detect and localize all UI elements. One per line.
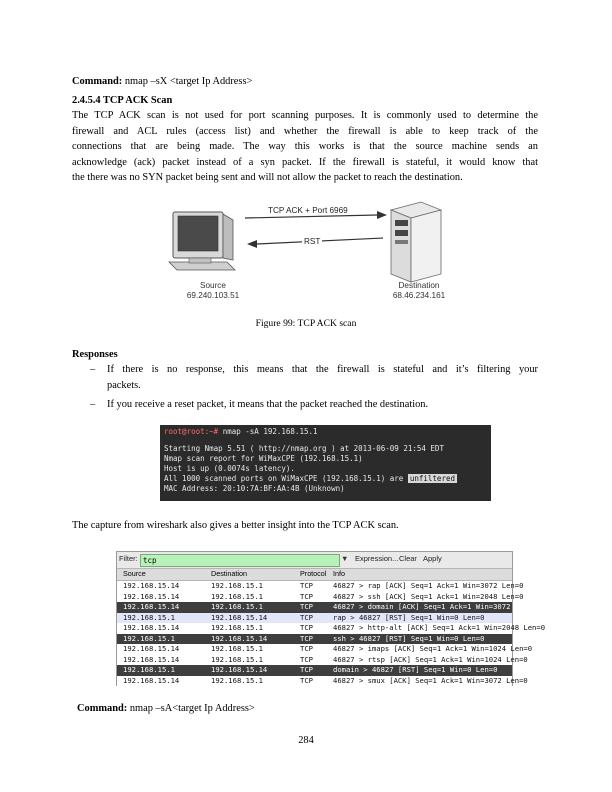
terminal-line: Nmap scan report for WiMaxCPE (192.168.15.1)	[164, 454, 363, 463]
source-caption	[183, 281, 243, 301]
terminal-screenshot	[160, 425, 491, 501]
protocol-cell: TCP	[300, 675, 313, 685]
protocol-cell: TCP	[300, 581, 313, 590]
clear-button[interactable]: Clear	[399, 554, 417, 563]
info-cell: domain > 46827 [RST] Seq=1 Win=0 Len=0	[333, 665, 498, 674]
source-cell: 192.168.15.14	[123, 602, 180, 611]
source-cell: 192.168.15.14	[123, 675, 180, 685]
apply-button[interactable]: Apply	[423, 554, 442, 563]
info-cell: 46827 > domain [ACK] Seq=1 Ack=1 Win=3072 Len=0	[333, 602, 537, 611]
protocol-cell: TCP	[300, 633, 313, 643]
protocol-cell: TCP	[300, 644, 313, 653]
figure-caption: Figure 99: TCP ACK scan	[255, 318, 357, 329]
destination-caption	[384, 281, 454, 301]
column-header-protocol[interactable]: Protocol	[300, 569, 327, 578]
info-cell: 46827 > http-alt [ACK] Seq=1 Ack=1 Win=2048 Len=0	[333, 623, 546, 632]
protocol-cell: TCP	[300, 654, 313, 664]
table-row[interactable]	[117, 613, 512, 624]
terminal-command-line	[164, 427, 318, 436]
filter-label: Filter:	[119, 554, 138, 563]
terminal-prompt: root@root:~#	[164, 427, 219, 436]
destination-cell: 192.168.15.1	[211, 675, 263, 685]
protocol-cell: TCP	[300, 612, 313, 622]
command-text: nmap –sA<target Ip Address>	[127, 703, 255, 714]
source-cell: 192.168.15.14	[123, 654, 180, 664]
info-cell: 46827 > ssh [ACK] Seq=1 Ack=1 Win=2048 Len=0	[333, 591, 524, 601]
destination-label: Destination	[398, 281, 440, 290]
terminal-line: MAC Address: 20:10:7A:BF:AA:4B (Unknown)	[164, 484, 345, 493]
info-cell: 46827 > rap [ACK] Seq=1 Ack=1 Win=3072 Len=0	[333, 581, 524, 590]
command-line-top	[72, 74, 252, 90]
section-title: 2.4.5.4 TCP ACK Scan	[72, 95, 173, 106]
body-paragraph	[72, 108, 538, 186]
source-cell: 192.168.15.14	[123, 591, 180, 601]
terminal-line-text: All 1000 scanned ports on WiMaxCPE (192.168.15.1) are	[164, 474, 408, 483]
command-label: Command:	[72, 76, 123, 87]
table-row[interactable]	[117, 581, 524, 592]
response-line: If there is no response, this means that the firewall is stateful and it’s filtering your	[107, 364, 538, 375]
server-icon	[391, 202, 441, 282]
filter-toolbar	[117, 552, 512, 569]
source-cell: 192.168.15.14	[123, 581, 180, 590]
unfiltered-highlight: unfiltered	[409, 474, 455, 483]
destination-cell: 192.168.15.14	[211, 665, 268, 674]
command-label: Command:	[77, 703, 128, 714]
command-text: nmap –sX <target Ip Address>	[122, 76, 253, 87]
destination-cell: 192.168.15.1	[211, 602, 263, 611]
info-cell: ssh > 46827 [RST] Seq=1 Win=0 Len=0	[333, 633, 485, 643]
command-line-bottom	[77, 701, 255, 717]
table-row[interactable]	[117, 602, 537, 613]
paragraph-line: acknowledge (ack) packet instead of a syn packet. If the firewall is stateful, it would know that	[72, 156, 538, 168]
paragraph-line: connections that are being made. The way this works is that the source machine sends an	[72, 141, 538, 152]
paragraph-line: The TCP ACK scan is not used for port scanning purposes. It is commonly used to determine the	[72, 110, 538, 121]
terminal-line: Starting Nmap 5.51 ( http://nmap.org ) at 2013-06-09 21:54 EDT	[164, 444, 444, 453]
capture-description: The capture from wireshark also gives a better insight into the TCP ACK scan.	[72, 520, 399, 531]
page-number: 284	[298, 735, 314, 746]
source-cell: 192.168.15.1	[123, 633, 175, 643]
packet-list-header	[117, 569, 512, 581]
protocol-cell: TCP	[300, 591, 313, 601]
destination-cell: 192.168.15.1	[211, 654, 263, 664]
table-row[interactable]	[117, 654, 528, 666]
source-cell: 192.168.15.1	[123, 612, 175, 622]
protocol-cell: TCP	[300, 665, 313, 674]
response-line: packets.	[107, 379, 141, 391]
table-row[interactable]	[117, 623, 546, 634]
table-row[interactable]	[117, 665, 512, 676]
table-row[interactable]	[117, 675, 528, 687]
info-cell: rap > 46827 [RST] Seq=1 Win=0 Len=0	[333, 612, 485, 622]
table-row[interactable]	[117, 591, 524, 603]
terminal-command: nmap -sA 192.168.15.1	[218, 427, 318, 436]
expression-button[interactable]: Expression...	[355, 554, 399, 563]
terminal-line	[164, 474, 457, 483]
destination-cell: 192.168.15.1	[211, 591, 263, 601]
destination-cell: 192.168.15.1	[211, 644, 263, 653]
bullet-dash: –	[90, 399, 96, 410]
column-header-info[interactable]: Info	[333, 569, 345, 578]
source-cell: 192.168.15.1	[123, 665, 175, 674]
arrow-label-ack: TCP ACK + Port 6969	[268, 206, 348, 215]
paragraph-line: the there was no SYN packet being sent and will not allow the packet to reach the destination.	[72, 172, 463, 183]
destination-cell: 192.168.15.1	[211, 623, 263, 632]
response-item: If you receive a reset packet, it means that the packet reached the destination.	[107, 399, 429, 410]
wireshark-screenshot	[116, 551, 546, 686]
computer-icon	[169, 212, 235, 270]
source-cell: 192.168.15.14	[123, 623, 180, 632]
destination-cell: 192.168.15.1	[211, 581, 263, 590]
bullet-dash: –	[90, 364, 96, 375]
table-row[interactable]	[117, 644, 533, 655]
source-cell: 192.168.15.14	[123, 644, 180, 653]
chevron-down-icon[interactable]: ▼	[341, 554, 349, 563]
destination-cell: 192.168.15.14	[211, 612, 268, 622]
destination-cell: 192.168.15.14	[211, 633, 268, 643]
source-ip: 69.240.103.51	[186, 291, 240, 300]
info-cell: 46827 > smux [ACK] Seq=1 Ack=1 Win=3072 Len=0	[333, 675, 528, 685]
source-label: Source	[200, 281, 226, 290]
ack-arrow	[245, 215, 377, 218]
destination-ip: 68.46.234.161	[392, 291, 446, 300]
column-header-source[interactable]: Source	[123, 569, 146, 578]
response-item	[107, 362, 538, 393]
protocol-cell: TCP	[300, 602, 313, 611]
filter-input[interactable]: tcp	[140, 554, 340, 567]
protocol-cell: TCP	[300, 623, 313, 632]
info-cell: 46827 > imaps [ACK] Seq=1 Ack=1 Win=1024 Len=0	[333, 644, 533, 653]
responses-title: Responses	[72, 349, 118, 360]
table-row[interactable]	[117, 634, 512, 645]
paragraph-line: firewall and ACL rules (access list) and whether the firewall is able to keep track of the	[72, 125, 538, 137]
terminal-line: Host is up (0.0074s latency).	[164, 464, 295, 473]
arrow-label-rst: RST	[304, 237, 321, 246]
info-cell: 46827 > rtsp [ACK] Seq=1 Ack=1 Win=1024 Len=0	[333, 654, 528, 664]
column-header-destination[interactable]: Destination	[211, 569, 247, 578]
